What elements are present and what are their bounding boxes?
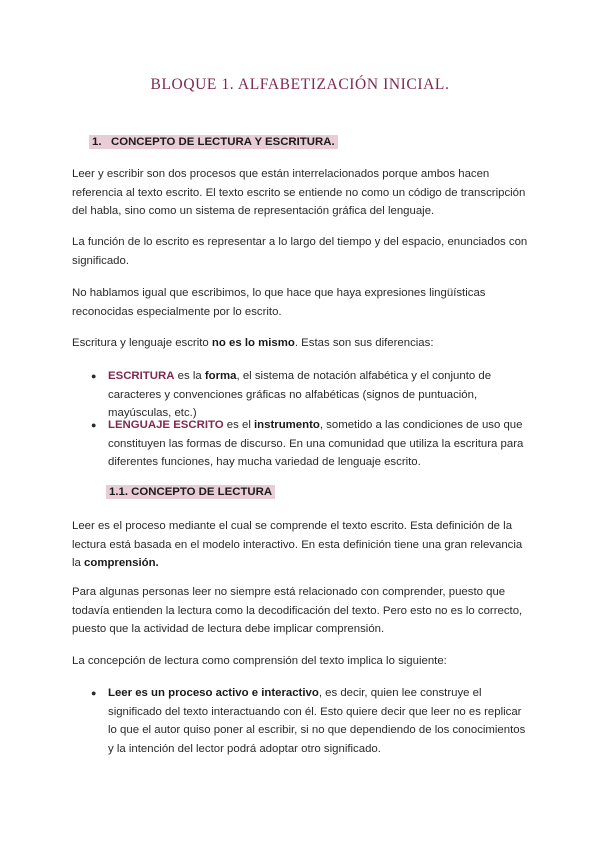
paragraph-4-bold: no es lo mismo — [211, 337, 295, 349]
bullet-icon: ● — [91, 371, 97, 381]
section-heading-text: CONCEPTO DE LECTURA Y ESCRITURA. — [111, 136, 335, 148]
list-item-term: ESCRITURA — [108, 370, 175, 382]
list-item-rest: , es decir, quien lee construye el significado del texto interactuando con él. Esto quiere decir que leer no es replicar lo que el autor quiso poner al escribir, si no que dependiendo de los conocimientos y la intención del lector podrá adoptar otro significado. — [108, 687, 526, 756]
list-item-rest: , el sistema de notación alfabética y el conjunto de caracteres y convenciones gráficas no alfabéticas (signos de puntuación, mayúsculas, etc.) — [108, 370, 492, 420]
section-number: 1. — [92, 136, 102, 148]
bullet-icon: ● — [91, 688, 97, 698]
paragraph-5-text: Leer es el proceso mediante el cual se comprende el texto escrito. Esta definición de la lectura está basada en el modelo interactivo. En esta definición tiene una gran relevancia la — [72, 520, 523, 570]
paragraph-1: Leer y escribir son dos procesos que están interrelacionados porque ambos hacen referencia al texto escrito. El texto escrito se entiende no como un código de transcripción del habla, sino como un sistema de representación gráfica del lenguaje. — [72, 168, 526, 218]
paragraph-4 — [72, 334, 534, 353]
paragraph-7: La concepción de lectura como comprensión del texto implica lo siguiente: — [72, 655, 447, 667]
list-item-bold: forma — [204, 370, 237, 382]
paragraph-5-bold: comprensión. — [84, 557, 159, 570]
paragraph-3: No hablamos igual que escribimos, lo que hace que haya expresiones lingüísticas reconocidas especialmente por lo escrito. — [72, 287, 486, 318]
paragraph-5 — [72, 517, 534, 573]
section-heading-1-1 — [106, 486, 275, 498]
paragraph-2: La función de lo escrito es representar a lo largo del tiempo y del espacio, enunciados con significado. — [72, 236, 528, 267]
section-heading-1 — [89, 136, 338, 148]
bullet-icon: ● — [91, 420, 97, 430]
paragraph-4-tail: . Estas son sus diferencias: — [294, 337, 434, 349]
paragraph-4-text: Escritura y lenguaje escrito — [72, 337, 212, 349]
list-item-escritura — [108, 367, 533, 423]
list-item-proceso-activo — [108, 684, 533, 759]
list-item-mid: es la — [174, 370, 205, 382]
heading-highlight — [89, 135, 338, 149]
paragraph-6: Para algunas personas leer no siempre está relacionado con comprender, puesto que todavía entienden la lectura como la decodificación del texto. Pero esto no es lo correcto, puesto que la actividad de lectura debe implicar comprensión. — [72, 586, 523, 636]
list-item-bold: Leer es un proceso activo e interactivo — [108, 687, 319, 699]
heading-highlight: 1.1. CONCEPTO DE LECTURA — [106, 485, 275, 499]
list-item-mid: es el — [223, 419, 255, 431]
list-item-bold: instrumento — [254, 419, 320, 431]
list-item-term: LENGUAJE ESCRITO — [108, 419, 224, 431]
list-item-rest: , sometido a las condiciones de uso que constituyen las formas de discurso. En una comunidad que utiliza la escritura para diferentes funciones, hay mucha variedad de lenguaje escrito. — [108, 419, 524, 469]
page-title: BLOQUE 1. ALFABETIZACIÓN INICIAL. — [150, 76, 450, 93]
list-item-lenguaje-escrito — [108, 416, 533, 472]
